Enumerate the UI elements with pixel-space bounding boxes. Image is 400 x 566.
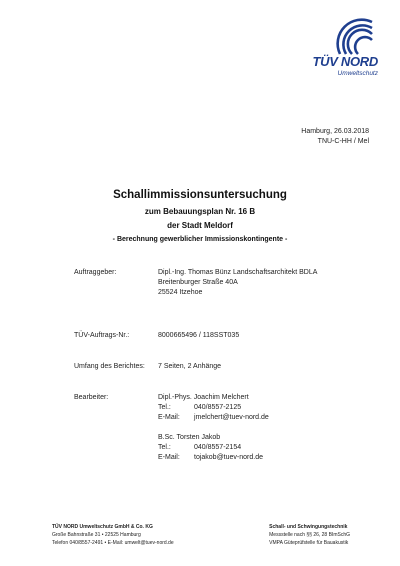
client-line: 25524 Itzehoe <box>158 289 203 296</box>
client-label: Auftraggeber: <box>74 269 117 276</box>
editor-mail-row <box>158 453 263 463</box>
editor-name: Dipl.-Phys. Joachim Melchert <box>158 394 249 401</box>
editor-name: B.Sc. Torsten Jakob <box>158 434 221 441</box>
editor-tel-row <box>158 443 263 453</box>
client-line: Breitenburger Straße 40A <box>158 279 238 286</box>
editor-1 <box>158 393 269 423</box>
mail-value[interactable]: tojakob@tuev-nord.de <box>194 454 263 461</box>
order-label: TÜV-Auftrags-Nr.: <box>74 332 130 339</box>
footer-company <box>52 523 174 547</box>
editor-tel-row <box>158 403 269 413</box>
footer-department-name: Schall- und Schwingungstechnik <box>269 524 348 530</box>
footer-company-name: TÜV NORD Umweltschutz GmbH & Co. KG <box>52 524 153 530</box>
client-line: Dipl.-Ing. Thomas Bünz Landschaftsarchitekt BDLA <box>158 269 318 276</box>
footer-accreditation: Messstelle nach §§ 26, 28 BImSchG <box>269 532 350 538</box>
scope-value: 7 Seiten, 2 Anhänge <box>158 363 222 370</box>
editor-mail-row <box>158 413 269 423</box>
mail-label: E-Mail: <box>158 414 180 421</box>
title-line-4: - Berechnung gewerblicher Immissionskontingente - <box>112 236 288 243</box>
place-date: Hamburg, 26.03.2018 <box>301 128 369 135</box>
title-line-3: der Stadt Meldorf <box>167 221 233 230</box>
title-line-2: zum Bebauungsplan Nr. 16 B <box>144 207 256 216</box>
company-logo <box>312 14 378 76</box>
tel-label: Tel.: <box>158 444 171 451</box>
reference-code: TNU-C-HH / Mel <box>317 138 369 145</box>
logo-subline: Umweltschutz <box>337 70 378 77</box>
tel-label: Tel.: <box>158 404 171 411</box>
client-address <box>158 268 317 298</box>
tel-value: 040/8557-2154 <box>194 444 242 451</box>
tuv-nord-arcs-icon <box>332 14 378 58</box>
editors-label: Bearbeiter: <box>74 394 109 401</box>
footer-address: Große Bahnstraße 31 • 22525 Hamburg <box>52 532 141 538</box>
footer-department <box>269 523 350 547</box>
mail-value[interactable]: jmelchert@tuev-nord.de <box>194 414 269 421</box>
scope-label: Umfang des Berichtes: <box>74 363 145 370</box>
place-date-block <box>301 127 369 147</box>
document-title: Schallimmissionsuntersuchung <box>113 189 287 201</box>
editor-2 <box>158 433 263 463</box>
mail-label: E-Mail: <box>158 454 180 461</box>
title-block <box>0 189 400 246</box>
tel-value: 040/8557-2125 <box>194 404 242 411</box>
logo-brand-name: TÜV NORD <box>312 54 378 69</box>
footer-certification: VMPA Güteprüfstelle für Bauakustik <box>269 540 349 546</box>
order-number: 8000665496 / 118SST035 <box>158 332 240 339</box>
footer-contact: Telefon 040/8557-2491 • E-Mail: umwelt@tuev-nord.de <box>52 540 174 546</box>
